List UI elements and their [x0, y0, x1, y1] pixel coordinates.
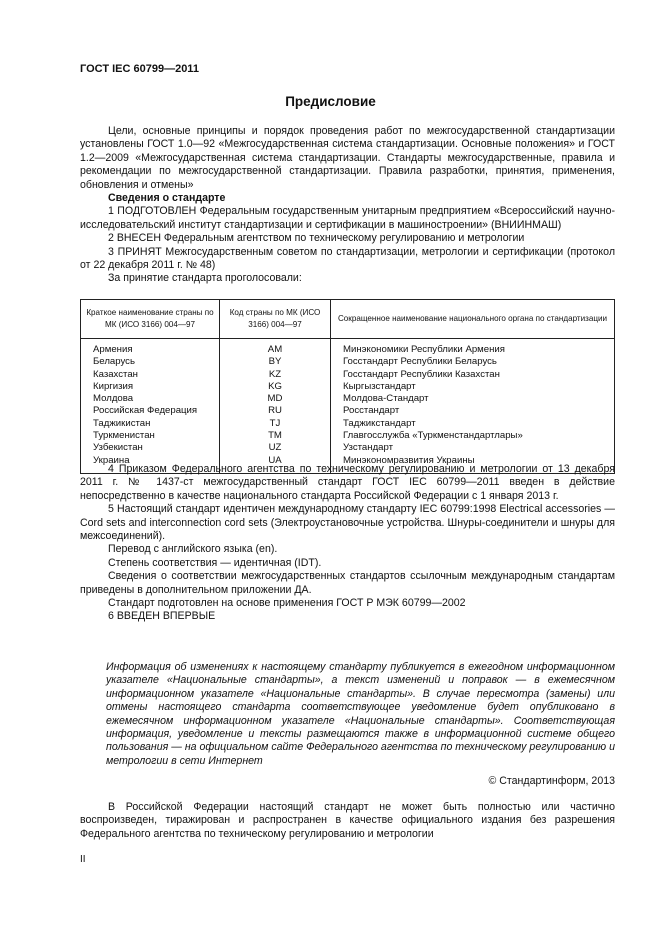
table-row: [81, 418, 615, 430]
code-cell: UA: [220, 455, 331, 474]
about-item-4: 4 Приказом Федерального агентства по техническому регулированию и метрологии от 13 декабря 2011 г. № 1437-ст межгосударственный стандарт ГОСТ IEC 60799—2011 введен в действие непосредственно в качестве национального стандарта Российской Федерации с 1 января 2013 г.: [80, 463, 615, 502]
reproduction-notice: [80, 801, 615, 841]
table-row: [81, 339, 615, 357]
about-item-6: 6 ВВЕДЕН ВПЕРВЫЕ: [108, 610, 216, 623]
changes-info-paragraph: Информация об изменениях к настоящему стандарту публикуется в ежегодном информационном указателе «Национальные стандарты», а текст изменений и поправок — в ежемесячном информационном указателе «Национальные стандарты». В случае пересмотра (замены) или отмены настоящего стандарта соответствующее уведомление будет опубликовано в ежемесячном информационном указателе «Национальные стандарты». Соответствующая информация, уведомление и тексты размещаются также в информационной системе общего пользования — на официальном сайте Федерального агентства по техническому регулированию и метрологии в сети Интернет: [106, 661, 615, 767]
table-row: [81, 430, 615, 442]
about-item-2: 2 ВНЕСЕН Федеральным агентством по техническому регулированию и метрологии: [108, 232, 525, 245]
country-cell: Украина: [81, 455, 220, 474]
reproduction-text: В Российской Федерации настоящий стандарт не может быть полностью или частично воспроизведен, тиражирован и распространен в качестве официального издания без разрешения Федерального агентства по техническому регулированию и метрологии: [80, 801, 615, 840]
country-cell: Молдова: [81, 393, 220, 405]
body-cell: Таджикстандарт: [331, 418, 615, 430]
code-cell: MD: [220, 393, 331, 405]
copyright-line: © Стандартинформ, 2013: [488, 775, 615, 787]
table-row: [81, 369, 615, 381]
about-item-1: 1 ПОДГОТОВЛЕН Федеральным государственным унитарным предприятием «Всероссийский научно-исследовательский институт стандартизации и сертификации в машиностроении» (ВНИИНМАШ): [80, 205, 615, 231]
page-title: Предисловие: [285, 94, 376, 109]
body-cell: Узстандарт: [331, 442, 615, 454]
table-row: [81, 442, 615, 454]
body-cell: Госстандарт Республики Казахстан: [331, 369, 615, 381]
correspondence-note: Сведения о соответствии межгосударственных стандартов ссылочным международным стандартам приведены в дополнительном приложении ДА.: [80, 570, 615, 596]
country-cell: Казахстан: [81, 369, 220, 381]
country-cell: Беларусь: [81, 356, 220, 368]
code-cell: KZ: [220, 369, 331, 381]
body-cell: Минэкономики Республики Армения: [331, 339, 615, 357]
table-row: [81, 393, 615, 405]
table-header-row: [81, 300, 615, 339]
body-cell: Кыргызстандарт: [331, 381, 615, 393]
table-row: [81, 405, 615, 417]
code-cell: BY: [220, 356, 331, 368]
table-row: [81, 356, 615, 368]
body-cell: Госстандарт Республики Беларусь: [331, 356, 615, 368]
after-table-section: [80, 463, 615, 624]
document-id: ГОСТ IEC 60799—2011: [80, 63, 199, 75]
code-cell: UZ: [220, 442, 331, 454]
country-cell: Таджикистан: [81, 418, 220, 430]
country-cell: Армения: [81, 339, 220, 357]
body-cell: Минэкономразвития Украины: [331, 455, 615, 474]
code-cell: TJ: [220, 418, 331, 430]
voting-states-table: [80, 299, 615, 474]
country-cell: Российская Федерация: [81, 405, 220, 417]
page-number: II: [80, 854, 86, 865]
country-cell: Узбекистан: [81, 442, 220, 454]
table-row: [81, 381, 615, 393]
translation-note: Перевод с английского языка (en).: [108, 543, 278, 556]
column-header-country: Краткое наименование страны по МК (ИСО 3166) 004—97: [81, 300, 220, 339]
column-header-body: Сокращенное наименование национального органа по стандартизации: [331, 300, 615, 339]
code-cell: KG: [220, 381, 331, 393]
intro-paragraph: Цели, основные принципы и порядок проведения работ по межгосударственной стандартизации установлены ГОСТ 1.0—92 «Межгосударственная система стандартизации. Основные положения» и ГОСТ 1.2—2009 «Межгосударственная система стандартизации. Стандарты межгосударственные, правила и рекомендации по межгосударственной стандартизации. Правила разработки, принятия, применения, обновления и отмены»: [80, 125, 615, 191]
code-cell: RU: [220, 405, 331, 417]
about-heading: Сведения о стандарте: [108, 192, 226, 205]
country-cell: Туркменистан: [81, 430, 220, 442]
code-cell: TM: [220, 430, 331, 442]
prepared-note: Стандарт подготовлен на основе применения ГОСТ Р МЭК 60799—2002: [108, 597, 466, 610]
body-cell: Молдова-Стандарт: [331, 393, 615, 405]
intro-section: [80, 125, 615, 286]
body-cell: Главгосслужба «Туркменстандартлары»: [331, 430, 615, 442]
about-item-5: 5 Настоящий стандарт идентичен международному стандарту IEC 60799:1998 Electrical accessories — Cord sets and interconnection cord sets (Электроустановочные устройства. Шнуры-соединители и шнуры для межсоединений).: [80, 503, 615, 543]
about-item-3: 3 ПРИНЯТ Межгосударственным советом по стандартизации, метрологии и сертификации (протокол от 22 декабря 2011 г. № 48): [80, 245, 615, 272]
column-header-code: Код страны по МК (ИСО 3166) 004—97: [220, 300, 331, 339]
degree-note: Степень соответствия — идентичная (IDT).: [108, 556, 322, 569]
voted-caption: За принятие стандарта проголосовали:: [108, 272, 302, 285]
code-cell: AM: [220, 339, 331, 357]
country-cell: Киргизия: [81, 381, 220, 393]
body-cell: Росстандарт: [331, 405, 615, 417]
